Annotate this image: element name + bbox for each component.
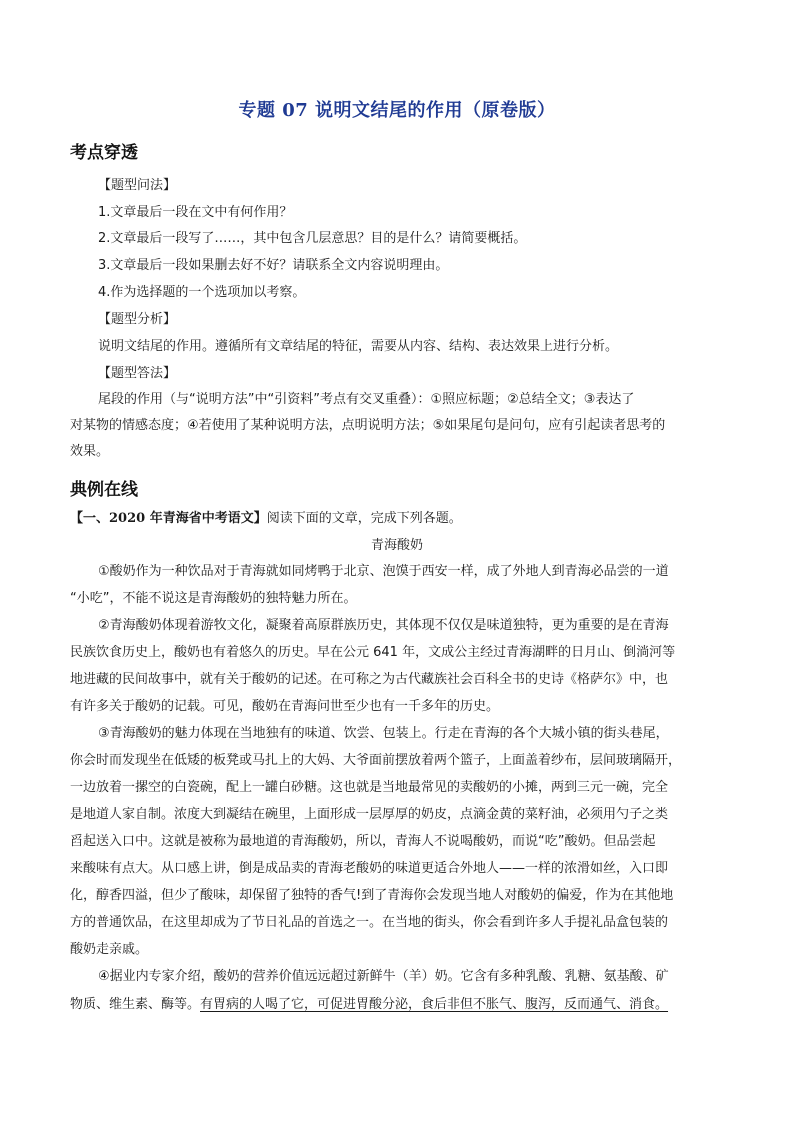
- example-instruction: 阅读下面的文章，完成下列各题。: [266, 511, 462, 526]
- article-line: ②青海酸奶体现着游牧文化，凝聚着高原群族历史，其体现不仅仅是味道独特，更为重要的是在青海: [98, 618, 669, 633]
- article-line: [70, 996, 668, 1014]
- underlined-sentence: 有胃病的人喝了它，可促进胃酸分泌，食后非但不胀气、腹泻，反而通气、消食。: [200, 997, 669, 1012]
- article-line: 地进藏的民间故事中，就有关于酸奶的记述。在可称之为古代藏族社会百科全书的史诗《格萨尔》中，也: [70, 672, 669, 687]
- example-source: 【一、2020 年青海省中考语文】: [70, 511, 267, 526]
- answer-line: 对某物的情感态度；④若使用了某种说明方法，点明说明方法；⑤如果尾句是问句，应有引起读者思考的: [70, 418, 666, 433]
- article-line: “小吃”，不能不说这是青海酸奶的独特魅力所在。: [70, 591, 357, 606]
- answer-line: 尾段的作用（与“说明方法”中“引资料”考点有交叉重叠）：①照应标题；②总结全文；③表达了: [98, 392, 635, 407]
- article-line: 民族饮食历史上，酸奶也有着悠久的历史。早在公元 641 年，文成公主经过青海湖畔的日月山、倒淌河等: [70, 645, 676, 660]
- article-line: 来酸味有点大。从口感上讲，倒是成品卖的青海老酸奶的味道更适合外地人——一样的浓滑如丝，入口即: [70, 861, 669, 876]
- article-title: 青海酸奶: [370, 538, 423, 553]
- question-3: 3.文章最后一段如果删去好不好？请联系全文内容说明理由。: [98, 258, 449, 273]
- analysis-text: 说明文结尾的作用。遵循所有文章结尾的特征，需要从内容、结构、表达效果上进行分析。: [98, 339, 619, 354]
- article-line: 你会时而发现坐在低矮的板凳或马扎上的大妈、大爷面前摆放着两个篮子，上面盖着纱布，层间玻璃隔开，: [70, 753, 682, 768]
- article-line: 化，醇香四溢，但少了酸味，却保留了独特的香气!到了青海你会发现当地人对酸奶的偏爱，作为在其他地: [70, 888, 674, 903]
- question-4: 4.作为选择题的一个选项加以考察。: [98, 285, 306, 300]
- article-line: 有许多关于酸奶的记载。可见，酸奶在青海问世至少也有一千多年的历史。: [70, 699, 500, 714]
- article-line: 一边放着一摞空的白瓷碗，配上一罐白砂糖。这也就是当地最常见的卖酸奶的小摊，两到三元一碗，完全: [70, 780, 669, 795]
- article-line: 酸奶走亲戚。: [70, 942, 149, 957]
- question-2: 2.文章最后一段写了……，其中包含几层意思？目的是什么？请简要概括。: [98, 231, 527, 246]
- heading-tixing-fenxi: 【题型分析】: [98, 312, 177, 327]
- article-line: ①酸奶作为一种饮品对于青海就如同烤鸭于北京、泡馍于西安一样，成了外地人到青海必品尝的一道: [98, 564, 669, 579]
- article-text: 物质、维生素、酶等。: [70, 997, 201, 1012]
- article-line: 方的普通饮品，在这里却成为了节日礼品的首选之一。在当地的街头，你会看到许多人手提礼品盒包装的: [70, 915, 669, 930]
- article-line: ③青海酸奶的魅力体现在当地独有的味道、饮尝、包装上。行走在青海的各个大城小镇的街头巷尾，: [98, 726, 669, 741]
- question-1: 1.文章最后一段在文中有何作用？: [98, 205, 293, 220]
- answer-line: 效果。: [70, 444, 110, 459]
- article-line: 舀起送入口中。这就是被称为最地道的青海酸奶，所以，青海人不说喝酸奶，而说“吃”酸奶。但品尝起: [70, 834, 656, 849]
- article-line: 是地道人家自制。浓度大到凝结在碗里，上面形成一层厚厚的奶皮，点滴金黄的菜籽油，必须用勺子之类: [70, 807, 669, 822]
- document-title: 专题 07 说明文结尾的作用（原卷版）: [238, 100, 556, 121]
- heading-tixing-dafa: 【题型答法】: [98, 366, 177, 381]
- section-heading-dianli: 典例在线: [70, 480, 138, 500]
- heading-tixing-wenfa: 【题型问法】: [98, 178, 177, 193]
- section-heading-kaodian: 考点穿透: [70, 143, 138, 163]
- article-line: ④据业内专家介绍，酸奶的营养价值远远超过新鲜牛（羊）奶。它含有多种乳酸、乳糖、氨基酸、矿: [98, 969, 669, 984]
- example-intro: [70, 510, 462, 528]
